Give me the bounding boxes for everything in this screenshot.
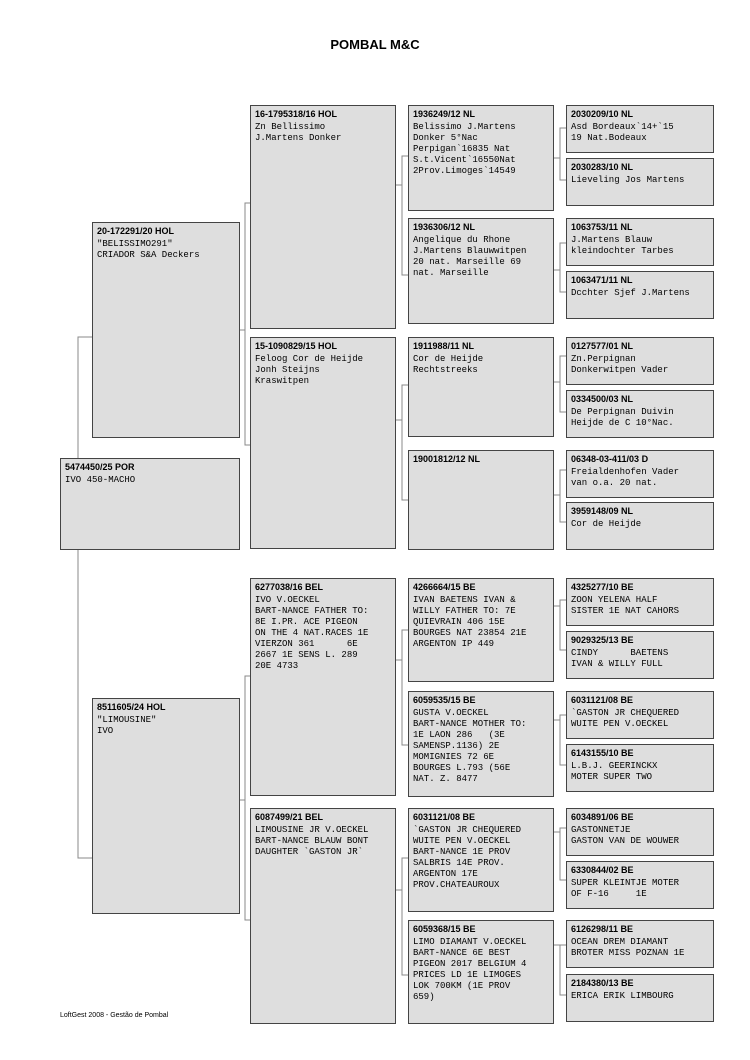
great-grandparent-info: Belissimo J.Martens Donker 5°Nac Perpigan`16835 Nat S.t.Vicent`16550Nat 2Prov.Limoges`14549 [413,122,516,176]
great-great-grandparent-card-9 [566,578,714,626]
great-grandparent-ring-number: 1911988/11 NL [413,341,475,351]
pedigree-subject-card [60,458,240,550]
grandparent-ring-number: 15-1090829/15 HOL [255,341,338,351]
ggg-ring-number: 6126298/11 BE [571,924,634,934]
grandparent-info: IVO V.OECKEL BART-NANCE FATHER TO: 8E I.PR. ACE PIGEON ON THE 4 NAT.RACES 1E VIERZON 361 6E 2667 1E SENS L. 289 20E 4733 [255,595,369,671]
ggg-ring-number: 1063753/11 NL [571,222,633,232]
ggg-ring-number: 4325277/10 BE [571,582,634,592]
subject-ring-number: 5474450/25 POR [65,462,135,472]
grandparent-info: LIMOUSINE JR V.OECKEL BART-NANCE BLAUW BONT DAUGHTER `GASTON JR` [255,825,369,857]
dam-info: "LIMOUSINE" IVO [97,715,157,736]
ggg-ring-number: 9029325/13 BE [571,635,634,645]
ggg-info: Freialdenhofen Vader van o.a. 20 nat. [571,467,680,488]
great-great-grandparent-card-3 [566,218,714,266]
great-grandparent-card-7 [408,808,554,912]
grandparent-card-1 [250,105,396,329]
ggg-ring-number: 6034891/06 BE [571,812,634,822]
grandparent-ring-number: 16-1795318/16 HOL [255,109,338,119]
great-great-grandparent-card-6 [566,390,714,438]
great-grandparent-card-8 [408,920,554,1024]
great-grandparent-info: GUSTA V.OECKEL BART-NANCE MOTHER TO: 1E LAON 286 (3E SAMENSP.1136) 2E MOMIGNIES 72 6E BOURGES L.793 (56E NAT. Z. 8477 [413,708,527,784]
ggg-ring-number: 2030209/10 NL [571,109,634,119]
great-great-grandparent-card-13 [566,808,714,856]
ggg-info: De Perpignan Duivin Heijde de C 10°Nac. [571,407,674,428]
ggg-info: J.Martens Blauw kleindochter Tarbes [571,235,674,256]
great-great-grandparent-card-7 [566,450,714,498]
grandparent-card-3 [250,578,396,796]
ggg-ring-number: 6330844/02 BE [571,865,634,875]
great-grandparent-card-2 [408,218,554,324]
sire-ring-number: 20-172291/20 HOL [97,226,175,236]
great-grandparent-card-1 [408,105,554,211]
ggg-info: SUPER KLEINTJE MOTER OF F-16 1E [571,878,680,899]
great-great-grandparent-card-8 [566,502,714,550]
great-great-grandparent-card-12 [566,744,714,792]
ggg-ring-number: 06348-03-411/03 D [571,454,649,464]
ggg-info: ZOON YELENA HALF SISTER 1E NAT CAHORS [571,595,680,616]
sire-info: "BELISSIMO291" CRIADOR S&A Deckers [97,239,200,260]
ggg-info: Dcchter Sjef J.Martens [571,288,690,298]
great-grandparent-card-4 [408,450,554,550]
ggg-ring-number: 6031121/08 BE [571,695,634,705]
ggg-info: Lieveling Jos Martens [571,175,685,185]
ggg-ring-number: 6143155/10 BE [571,748,634,758]
ggg-ring-number: 1063471/11 NL [571,275,633,285]
subject-info: IVO 450-MACHO [65,475,136,485]
ggg-info: ERICA ERIK LIMBOURG [571,991,674,1001]
ggg-ring-number: 0127577/01 NL [571,341,634,351]
great-great-grandparent-card-14 [566,861,714,909]
great-great-grandparent-card-16 [566,974,714,1022]
dam-card [92,698,240,914]
great-grandparent-info: IVAN BAETENS IVAN & WILLY FATHER TO: 7E QUIEVRAIN 406 15E BOURGES NAT 23854 21E ARGENTON IP 449 [413,595,527,649]
great-grandparent-ring-number: 1936306/12 NL [413,222,476,232]
ggg-info: CINDY BAETENS IVAN & WILLY FULL [571,648,669,669]
great-great-grandparent-card-1 [566,105,714,153]
grandparent-ring-number: 6087499/21 BEL [255,812,324,822]
great-grandparent-ring-number: 6031121/08 BE [413,812,476,822]
ggg-info: Asd Bordeaux`14+`15 19 Nat.Bodeaux [571,122,674,143]
ggg-ring-number: 3959148/09 NL [571,506,634,516]
page-title: POMBAL M&C [330,37,420,52]
great-great-grandparent-card-11 [566,691,714,739]
great-great-grandparent-card-15 [566,920,714,968]
great-grandparent-card-6 [408,691,554,797]
ggg-info: OCEAN DREM DIAMANT BROTER MISS POZNAN 1E [571,937,685,958]
great-grandparent-ring-number: 1936249/12 NL [413,109,476,119]
great-great-grandparent-card-5 [566,337,714,385]
great-grandparent-ring-number: 19001812/12 NL [413,454,481,464]
great-grandparent-info: LIMO DIAMANT V.OECKEL BART-NANCE 6E BEST PIGEON 2017 BELGIUM 4 PRICES LD 1E LIMOGES LOK 700KM (1E PROV 659) [413,937,527,1002]
grandparent-info: Zn Bellissimo J.Martens Donker [255,122,342,143]
great-grandparent-info: `GASTON JR CHEQUERED WUITE PEN V.OECKEL BART-NANCE 1E PROV SALBRIS 14E PROV. ARGENTON 17E PROV.CHATEAUROUX [413,825,522,890]
great-great-grandparent-card-4 [566,271,714,319]
great-great-grandparent-card-2 [566,158,714,206]
great-grandparent-ring-number: 6059368/15 BE [413,924,476,934]
ggg-ring-number: 2184380/13 BE [571,978,634,988]
ggg-info: Zn.Perpignan Donkerwitpen Vader [571,354,669,375]
ggg-info: Cor de Heijde [571,519,642,529]
grandparent-info: Feloog Cor de Heijde Jonh Steijns Kraswitpen [255,354,364,386]
ggg-info: `GASTON JR CHEQUERED WUITE PEN V.OECKEL [571,708,680,729]
grandparent-ring-number: 6277038/16 BEL [255,582,324,592]
grandparent-card-4 [250,808,396,1024]
ggg-info: GASTONNETJE GASTON VAN DE WOUWER [571,825,680,846]
sire-card [92,222,240,438]
grandparent-card-2 [250,337,396,549]
ggg-ring-number: 2030283/10 NL [571,162,634,172]
ggg-info: L.B.J. GEERINCKX MOTER SUPER TWO [571,761,658,782]
great-grandparent-card-5 [408,578,554,682]
great-grandparent-ring-number: 6059535/15 BE [413,695,476,705]
page-footer: LoftGest 2008 - Gestão de Pombal [60,1012,169,1019]
dam-ring-number: 8511605/24 HOL [97,702,166,712]
great-grandparent-card-3 [408,337,554,437]
ggg-ring-number: 0334500/03 NL [571,394,634,404]
great-grandparent-info: Cor de Heijde Rechtstreeks [413,354,484,375]
great-grandparent-ring-number: 4266664/15 BE [413,582,476,592]
great-grandparent-info: Angelique du Rhone J.Martens Blauwwitpen 20 nat. Marseille 69 nat. Marseille [413,235,527,278]
great-great-grandparent-card-10 [566,631,714,679]
